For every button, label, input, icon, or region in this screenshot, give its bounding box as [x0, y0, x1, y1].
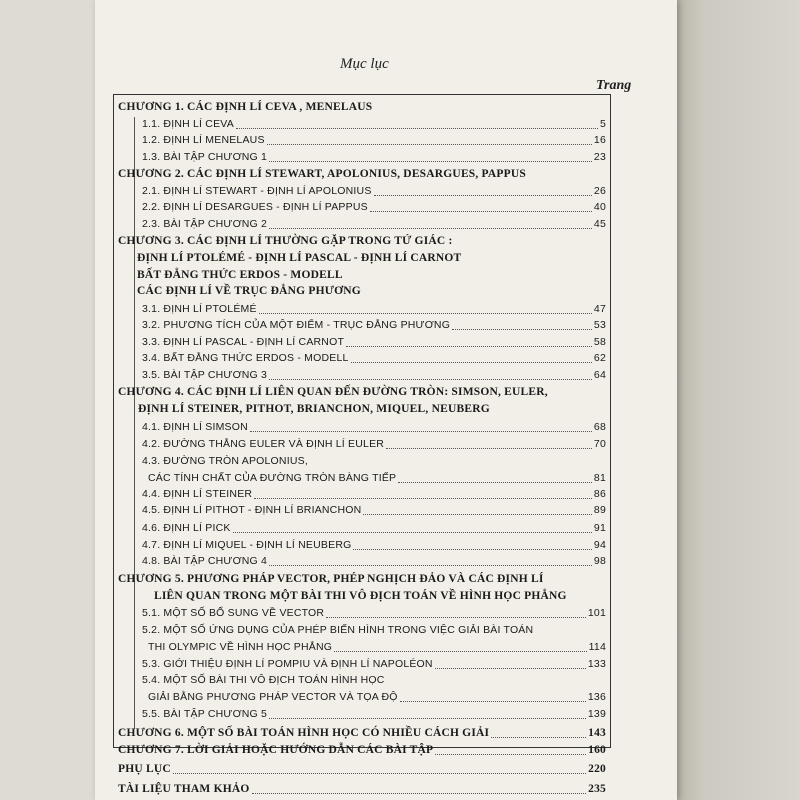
- toc-section-entry: [114, 149, 610, 165]
- toc-table: [113, 94, 611, 795]
- entry-page-number: 98: [593, 555, 606, 567]
- entry-title: 3.2. PHƯƠNG TÍCH CỦA MỘT ĐIỂM - TRỤC ĐẲNG PHƯƠNG: [142, 319, 451, 331]
- entry-title: CÁC TÍNH CHẤT CỦA ĐƯỜNG TRÒN BÀNG TIẾP: [148, 472, 397, 484]
- entry-title: ĐỊNH LÍ STEINER, PITHOT, BRIANCHON, MIQUEL, NEUBERG: [138, 403, 490, 415]
- entry-title: 2.1. ĐỊNH LÍ STEWART - ĐỊNH LÍ APOLONIUS: [142, 185, 372, 197]
- entry-page-number: 62: [593, 352, 606, 364]
- entry-page-number: 64: [593, 369, 606, 381]
- entry-title: 3.1. ĐỊNH LÍ PTOLÉMÉ: [142, 303, 257, 315]
- dot-leader: [374, 195, 592, 196]
- entry-title: CHƯƠNG 2. CÁC ĐỊNH LÍ STEWART, APOLONIUS, DESARGUES, PAPPUS: [118, 168, 526, 180]
- entry-title: LIÊN QUAN TRONG MỘT BÀI THI VÔ ĐỊCH TOÁN VỀ HÌNH HỌC PHẲNG: [154, 590, 567, 602]
- toc-section-entry: [114, 520, 610, 536]
- toc-section-entry: [114, 553, 610, 569]
- entry-page-number: 94: [593, 539, 606, 551]
- toc-section-entry: [114, 199, 610, 215]
- entry-page-number: 23: [593, 151, 606, 163]
- dot-leader: [269, 161, 592, 162]
- dot-leader: [173, 773, 586, 774]
- toc-section-entry: [114, 689, 610, 705]
- entry-page-number: 5: [599, 118, 606, 130]
- toc-section-entry: [114, 317, 610, 333]
- page-column-header: Trang: [596, 78, 632, 93]
- entry-page-number: 47: [593, 303, 606, 315]
- entry-page-number: 81: [593, 472, 606, 484]
- entry-title: 5.4. MỘT SỐ BÀI THI VÔ ĐỊCH TOÁN HÌNH HỌC: [142, 674, 385, 686]
- toc-chapter-entry: [114, 571, 610, 587]
- dot-leader: [250, 431, 592, 432]
- entry-title: 3.4. BẤT ĐẲNG THỨC ERDOS - MODELL: [142, 352, 349, 364]
- toc-section-entry: [114, 334, 610, 350]
- dot-leader: [370, 211, 592, 212]
- entry-title: TÀI LIỆU THAM KHẢO: [118, 783, 250, 795]
- dot-leader: [491, 737, 586, 738]
- toc-section-entry: [114, 367, 610, 383]
- dot-leader: [386, 448, 592, 449]
- toc-section-entry: [114, 453, 610, 469]
- entry-title: 2.3. BÀI TẬP CHƯƠNG 2: [142, 218, 268, 230]
- entry-page-number: 220: [588, 763, 606, 775]
- dot-leader: [334, 651, 587, 652]
- toc-section-entry: [114, 436, 610, 452]
- entry-title: ĐỊNH LÍ PTOLÉMÉ - ĐỊNH LÍ PASCAL - ĐỊNH LÍ CARNOT: [137, 252, 462, 264]
- entry-title: 5.3. GIỚI THIỆU ĐỊNH LÍ POMPIU VÀ ĐỊNH LÍ NAPOLÉON: [142, 658, 433, 670]
- toc-chapter-entry: [114, 781, 610, 797]
- entry-title: 5.1. MỘT SỐ BỔ SUNG VỀ VECTOR: [142, 607, 325, 619]
- entry-title: 4.4. ĐỊNH LÍ STEINER: [142, 488, 253, 500]
- dot-leader: [236, 128, 598, 129]
- entry-title: BẤT ĐẲNG THỨC ERDOS - MODELL: [137, 269, 343, 281]
- toc-section-entry: [114, 656, 610, 672]
- entry-title: 1.1. ĐỊNH LÍ CEVA: [142, 118, 234, 130]
- toc-section-entry: [114, 419, 610, 435]
- toc-chapter-entry: [114, 166, 610, 182]
- entry-page-number: 160: [588, 744, 606, 756]
- toc-section-entry: [114, 301, 610, 317]
- toc-chapter-entry: [114, 250, 610, 266]
- adjacent-page-edge: [677, 0, 800, 800]
- toc-chapter-entry: [114, 588, 610, 604]
- dot-leader: [326, 617, 586, 618]
- toc-section-entry: [114, 622, 610, 638]
- entry-page-number: 101: [587, 607, 606, 619]
- entry-title: CHƯƠNG 3. CÁC ĐỊNH LÍ THƯỜNG GẶP TRONG TỨ GIÁC :: [118, 235, 453, 247]
- toc-section-entry: [114, 350, 610, 366]
- dot-leader: [400, 701, 586, 702]
- dot-leader: [267, 144, 592, 145]
- toc-chapter-entry: [114, 401, 610, 417]
- entry-page-number: 139: [587, 708, 606, 720]
- entry-title: CHƯƠNG 1. CÁC ĐỊNH LÍ CEVA , MENELAUS: [118, 101, 373, 113]
- entry-page-number: 235: [588, 783, 606, 795]
- entry-title: CHƯƠNG 7. LỜI GIẢI HOẶC HƯỚNG DẪN CÁC BÀI TẬP: [118, 744, 434, 756]
- entry-page-number: 16: [593, 134, 606, 146]
- toc-section-entry: [114, 605, 610, 621]
- dot-leader: [269, 565, 592, 566]
- entry-title: 1.2. ĐỊNH LÍ MENELAUS: [142, 134, 265, 146]
- toc-section-entry: [114, 486, 610, 502]
- toc-section-entry: [114, 706, 610, 722]
- toc-chapter-entry: [114, 725, 610, 741]
- entry-page-number: 89: [593, 504, 606, 516]
- entry-title: 5.2. MỘT SỐ ỨNG DỤNG CỦA PHÉP BIẾN HÌNH TRONG VIỆC GIẢI BÀI TOÁN: [142, 624, 534, 636]
- toc-section-entry: [114, 537, 610, 553]
- toc-section-entry: [114, 183, 610, 199]
- dot-leader: [435, 754, 586, 755]
- entry-page-number: 133: [587, 658, 606, 670]
- toc-chapter-entry: [114, 267, 610, 283]
- toc-section-entry: [114, 639, 610, 655]
- toc-title: Mục lục: [340, 56, 389, 72]
- dot-leader: [351, 362, 592, 363]
- toc-chapter-entry: [114, 384, 610, 400]
- entry-page-number: 26: [593, 185, 606, 197]
- entry-page-number: 45: [593, 218, 606, 230]
- entry-title: 5.5. BÀI TẬP CHƯƠNG 5: [142, 708, 268, 720]
- entry-page-number: 40: [593, 201, 606, 213]
- entry-title: CÁC ĐỊNH LÍ VỀ TRỤC ĐẲNG PHƯƠNG: [137, 285, 361, 297]
- dot-leader: [259, 313, 592, 314]
- entry-title: CHƯƠNG 6. MỘT SỐ BÀI TOÁN HÌNH HỌC CÓ NHIỀU CÁCH GIẢI: [118, 727, 490, 739]
- toc-section-entry: [114, 470, 610, 486]
- entry-page-number: 143: [588, 727, 606, 739]
- toc-chapter-entry: [114, 283, 610, 299]
- dot-leader: [435, 668, 586, 669]
- dot-leader: [363, 514, 592, 515]
- toc-section-entry: [114, 502, 610, 518]
- dot-leader: [398, 482, 592, 483]
- dot-leader: [269, 379, 592, 380]
- dot-leader: [254, 498, 592, 499]
- entry-title: THI OLYMPIC VỀ HÌNH HỌC PHẲNG: [148, 641, 333, 653]
- entry-page-number: 53: [593, 319, 606, 331]
- entry-title: 4.8. BÀI TẬP CHƯƠNG 4: [142, 555, 268, 567]
- entry-title: 1.3. BÀI TẬP CHƯƠNG 1: [142, 151, 268, 163]
- entry-title: 2.2. ĐỊNH LÍ DESARGUES - ĐỊNH LÍ PAPPUS: [142, 201, 368, 213]
- entry-title: 4.3. ĐƯỜNG TRÒN APOLONIUS,: [142, 455, 308, 467]
- dot-leader: [452, 329, 592, 330]
- dot-leader: [353, 549, 592, 550]
- entry-title: GIẢI BẰNG PHƯƠNG PHÁP VECTOR VÀ TỌA ĐỘ: [148, 691, 398, 703]
- dot-leader: [252, 793, 586, 794]
- entry-title: 3.3. ĐỊNH LÍ PASCAL - ĐỊNH LÍ CARNOT: [142, 336, 345, 348]
- dot-leader: [233, 532, 592, 533]
- entry-page-number: 91: [593, 522, 606, 534]
- toc-chapter-entry: [114, 99, 610, 115]
- entry-page-number: 58: [593, 336, 606, 348]
- toc-section-entry: [114, 216, 610, 232]
- toc-chapter-entry: [114, 742, 610, 758]
- entry-page-number: 136: [587, 691, 606, 703]
- entry-title: 4.7. ĐỊNH LÍ MIQUEL - ĐỊNH LÍ NEUBERG: [142, 539, 352, 551]
- entry-title: 4.2. ĐƯỜNG THẲNG EULER VÀ ĐỊNH LÍ EULER: [142, 438, 385, 450]
- toc-section-entry: [114, 132, 610, 148]
- entry-title: 4.6. ĐỊNH LÍ PICK: [142, 522, 231, 534]
- entry-title: CHƯƠNG 4. CÁC ĐỊNH LÍ LIÊN QUAN ĐẾN ĐƯỜNG TRÒN: SIMSON, EULER,: [118, 386, 548, 398]
- entry-page-number: 70: [593, 438, 606, 450]
- dot-leader: [269, 228, 592, 229]
- toc-section-entry: [114, 116, 610, 132]
- entry-page-number: 86: [593, 488, 606, 500]
- entry-title: 3.5. BÀI TẬP CHƯƠNG 3: [142, 369, 268, 381]
- dot-leader: [269, 718, 586, 719]
- toc-chapter-entry: [114, 761, 610, 777]
- entry-title: PHỤ LỤC: [118, 763, 171, 775]
- entry-title: CHƯƠNG 5. PHƯƠNG PHÁP VECTOR, PHÉP NGHỊCH ĐẢO VÀ CÁC ĐỊNH LÍ: [118, 573, 544, 585]
- entry-title: 4.5. ĐỊNH LÍ PITHOT - ĐỊNH LÍ BRIANCHON: [142, 504, 362, 516]
- dot-leader: [346, 346, 592, 347]
- entry-title: 4.1. ĐỊNH LÍ SIMSON: [142, 421, 248, 433]
- entry-page-number: 68: [593, 421, 606, 433]
- toc-section-entry: [114, 672, 610, 688]
- toc-chapter-entry: [114, 233, 610, 249]
- entry-page-number: 114: [588, 641, 606, 653]
